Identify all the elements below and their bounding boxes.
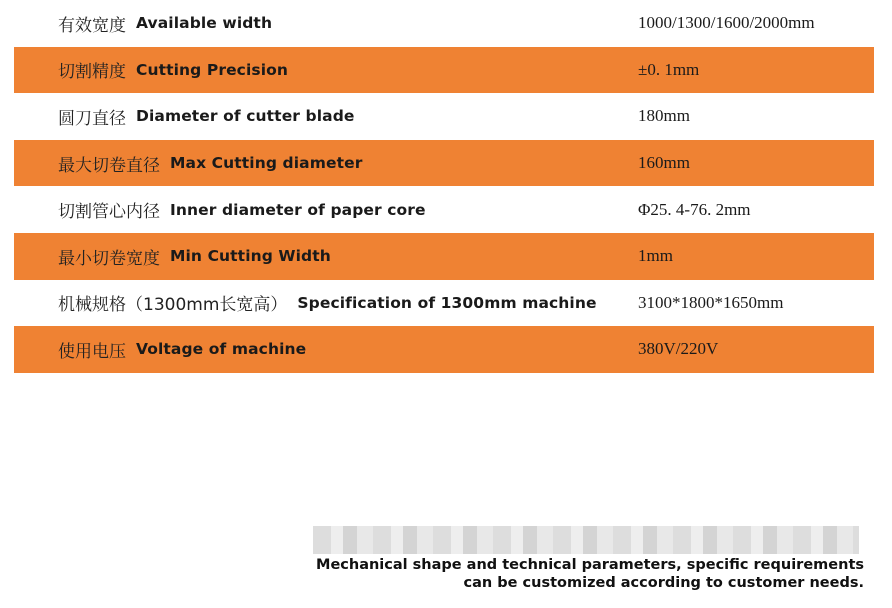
spec-label-cn: 切割精度 bbox=[58, 62, 126, 83]
spec-value: 380V/220V bbox=[638, 339, 719, 359]
spec-label-cn: 最大切卷直径 bbox=[58, 155, 160, 176]
spec-row bbox=[14, 233, 874, 280]
spec-label-en: Specification of 1300mm machine bbox=[297, 293, 597, 312]
spec-label-cn: 有效宽度 bbox=[58, 15, 126, 36]
spec-label-en: Available width bbox=[136, 14, 273, 33]
spec-value: Φ25. 4-76. 2mm bbox=[638, 199, 751, 219]
spec-label bbox=[58, 140, 362, 187]
spec-row bbox=[14, 186, 874, 233]
spec-label-en: Voltage of machine bbox=[136, 340, 307, 359]
spec-label-cn: 使用电压 bbox=[58, 341, 126, 362]
blurred-watermark bbox=[313, 526, 859, 554]
spec-label bbox=[58, 280, 597, 327]
spec-value: ±0. 1mm bbox=[638, 59, 700, 79]
spec-row bbox=[14, 0, 874, 47]
spec-label bbox=[58, 93, 355, 140]
spec-label-cn: 机械规格（1300mm长宽高） bbox=[58, 295, 288, 316]
spec-row bbox=[14, 47, 874, 94]
footnote-line: Mechanical shape and technical parameters, specific requirements bbox=[316, 557, 864, 573]
spec-label-en: Max Cutting diameter bbox=[170, 154, 363, 173]
spec-label bbox=[58, 0, 272, 47]
spec-row bbox=[14, 280, 874, 327]
spec-value: 3100*1800*1650mm bbox=[638, 292, 784, 312]
spec-label-en: Inner diameter of paper core bbox=[170, 200, 426, 219]
spec-label-cn: 圆刀直径 bbox=[58, 108, 126, 129]
footnote bbox=[204, 556, 864, 592]
spec-row bbox=[14, 93, 874, 140]
spec-label-cn: 最小切卷宽度 bbox=[58, 248, 160, 269]
spec-label-en: Cutting Precision bbox=[136, 60, 289, 79]
spec-value: 160mm bbox=[638, 153, 690, 173]
spec-value: 1mm bbox=[638, 246, 673, 266]
spec-value: 180mm bbox=[638, 106, 690, 126]
spec-row bbox=[14, 326, 874, 373]
spec-row bbox=[14, 140, 874, 187]
spec-table bbox=[14, 0, 874, 373]
spec-label bbox=[58, 47, 288, 94]
footnote-line: can be customized according to customer needs. bbox=[463, 575, 864, 591]
spec-label bbox=[58, 233, 331, 280]
spec-value: 1000/1300/1600/2000mm bbox=[638, 13, 815, 33]
spec-label-cn: 切割管心内径 bbox=[58, 202, 160, 223]
spec-label-en: Min Cutting Width bbox=[170, 247, 331, 266]
spec-label bbox=[58, 186, 426, 233]
spec-label bbox=[58, 326, 306, 373]
spec-label-en: Diameter of cutter blade bbox=[136, 107, 355, 126]
